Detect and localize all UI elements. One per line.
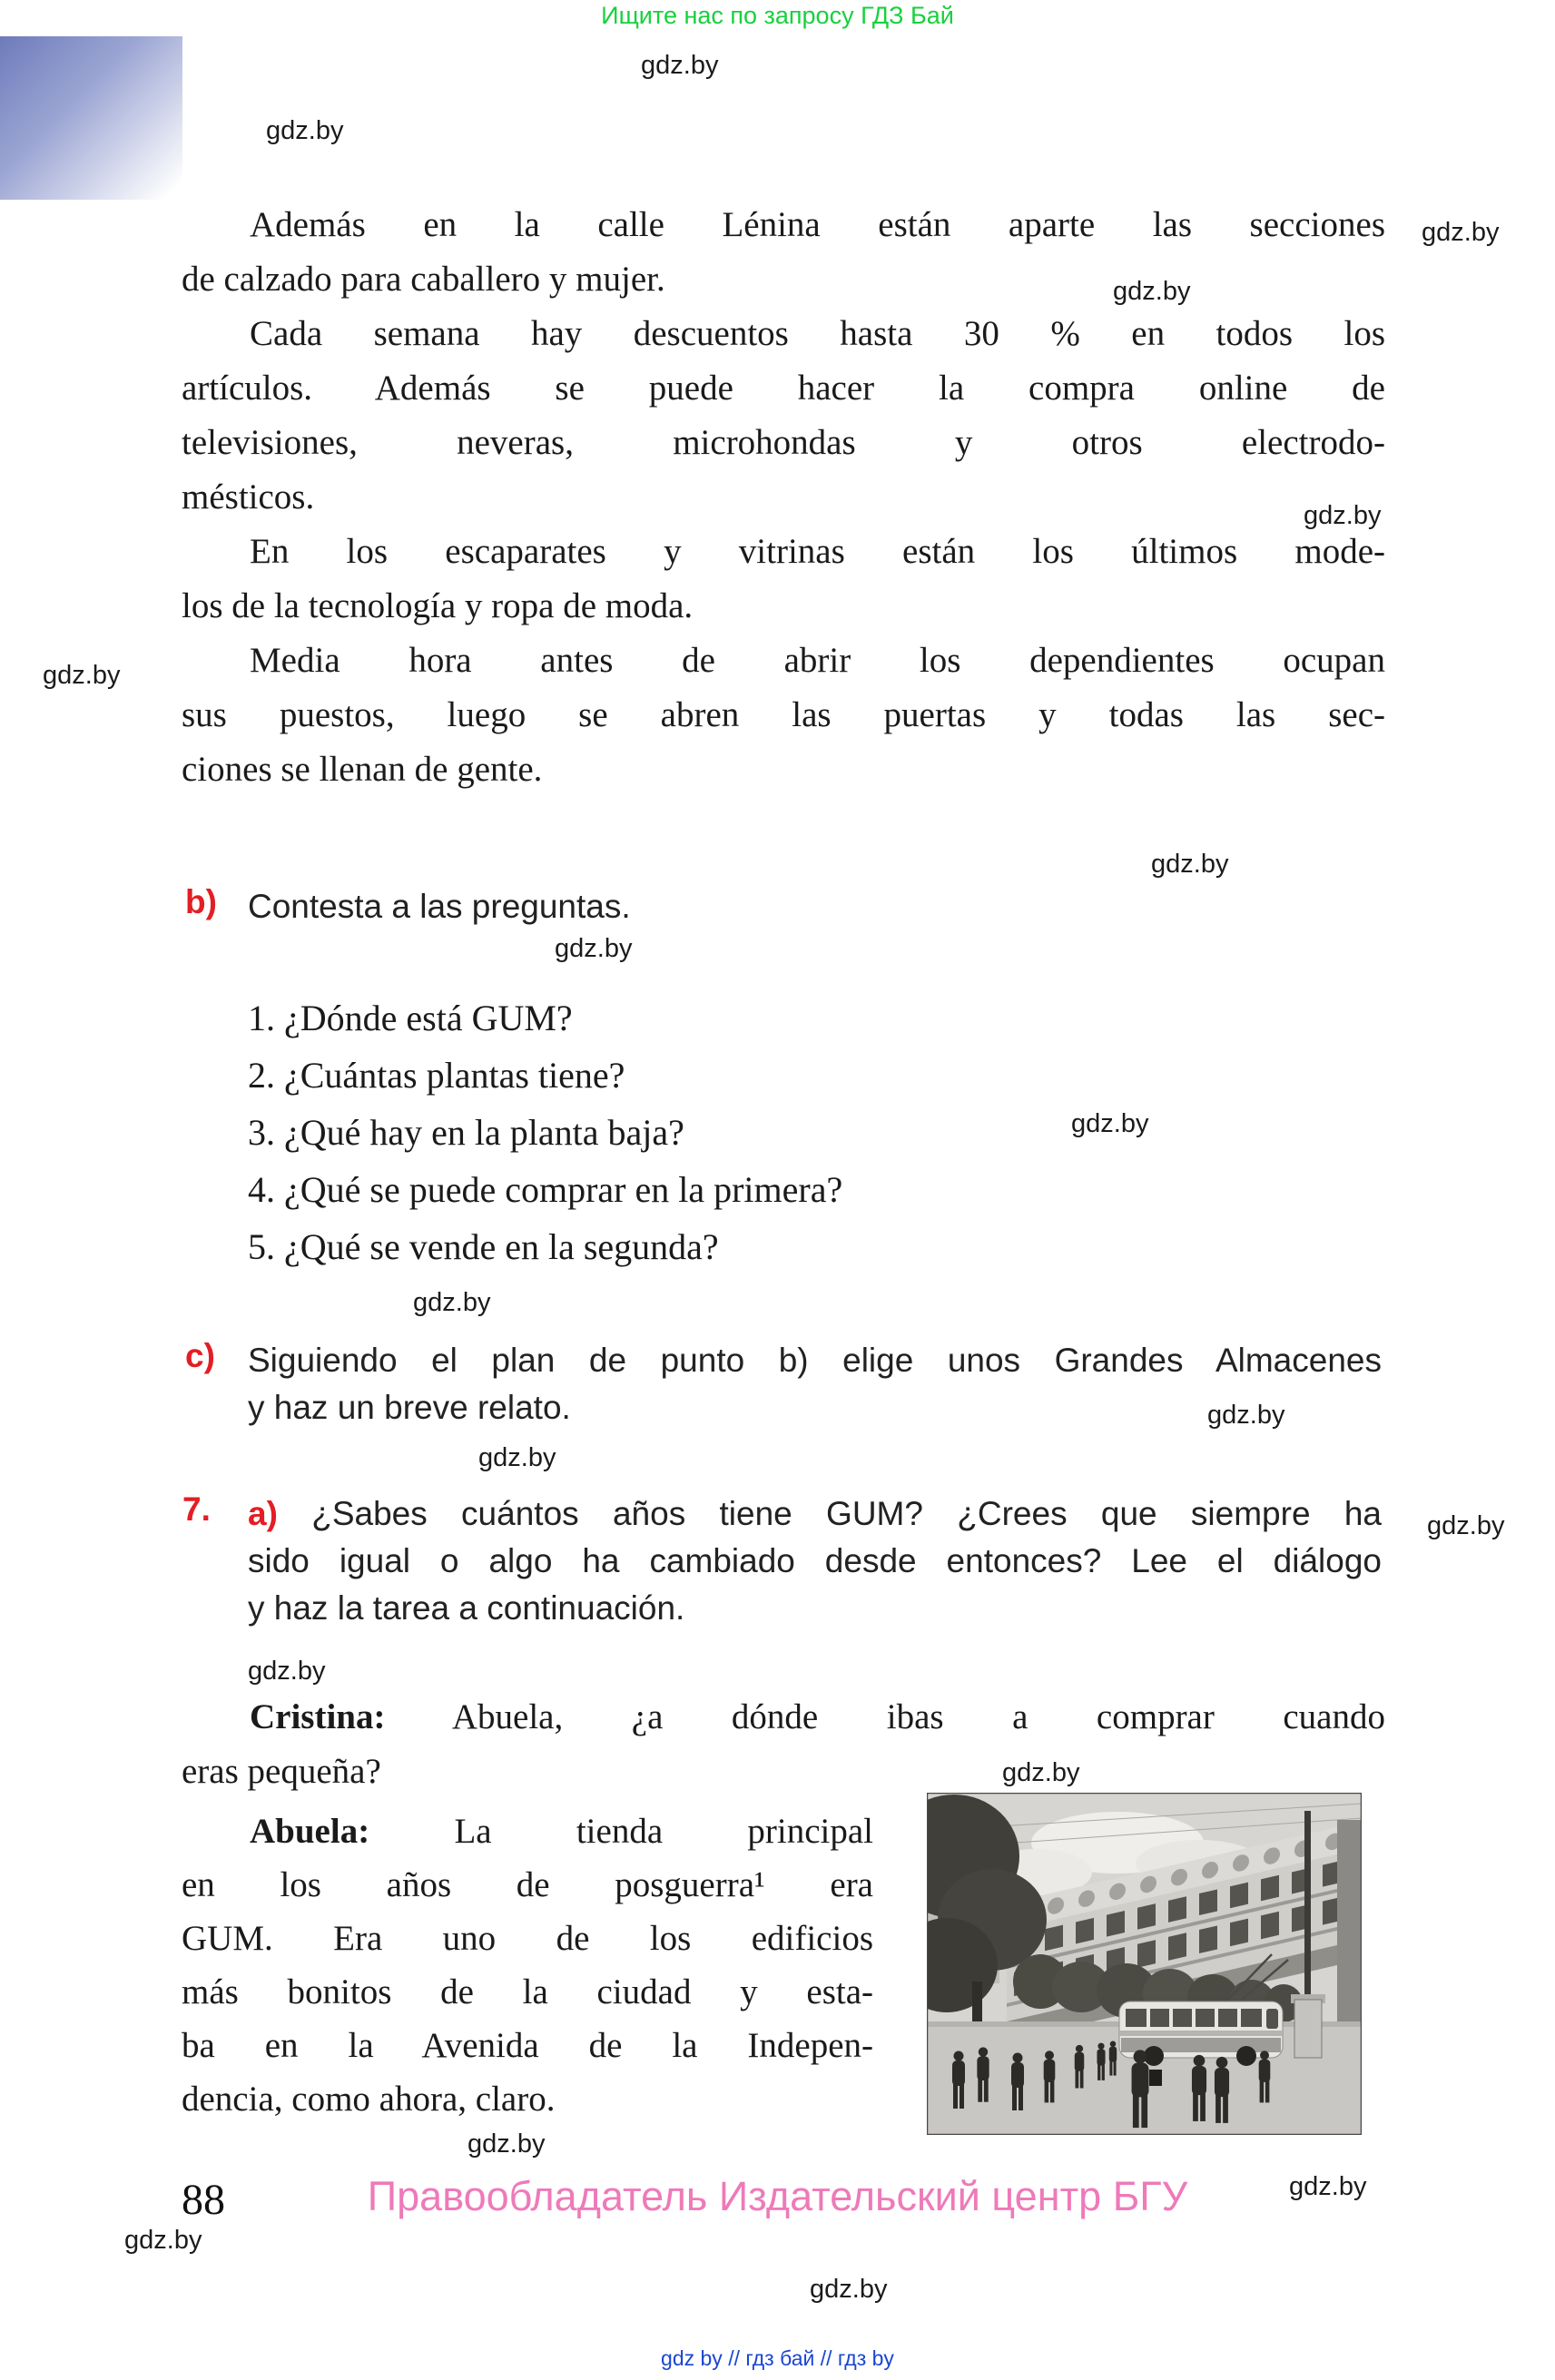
dialog-abuela <box>182 1805 873 2126</box>
text-line: eras pequeña? <box>182 1752 381 1791</box>
text-line: GUM. Era uno de los edificios <box>182 1919 873 1958</box>
text-line: artículos. Además se puede hacer la compra online de <box>182 369 1385 408</box>
text-line: Media hora antes de abrir los dependientes ocupan <box>250 641 1385 680</box>
text-line: En los escaparates y vitrinas están los últimos mode- <box>250 532 1385 571</box>
watermark: gdz.by <box>1113 277 1191 306</box>
footer-links[interactable]: gdz by // гдз бай // гдз by <box>661 2346 894 2370</box>
text-line: televisiones, neveras, microhondas y otros electrodo- <box>182 423 1385 462</box>
question-item: 3. ¿Qué hay en la planta baja? <box>248 1112 684 1153</box>
watermark: gdz.by <box>124 2226 202 2255</box>
text-line: Contesta a las preguntas. <box>248 888 631 925</box>
text-line: Cristina: Abuela, ¿a dónde ibas a comprar cuando <box>250 1697 1385 1736</box>
watermark: gdz.by <box>1207 1401 1285 1430</box>
question-item: 5. ¿Qué se vende en la segunda? <box>248 1226 719 1267</box>
watermark: gdz.by <box>1304 501 1382 530</box>
watermark: gdz.by <box>467 2129 546 2159</box>
task-7a-text <box>248 1490 1382 1632</box>
text-line: ba en la Avenida de la Indepen- <box>182 2026 873 2065</box>
text-line: en los años de posguerra¹ era <box>182 1865 873 1904</box>
question-list <box>248 989 1246 1275</box>
reading-text <box>182 198 1385 797</box>
question-item: 1. ¿Dónde está GUM? <box>248 998 573 1038</box>
text-line: dencia, como ahora, claro. <box>182 2080 556 2119</box>
text-line: Cada semana hay descuentos hasta 30 % en todos los <box>250 314 1385 353</box>
watermark: gdz.by <box>266 116 344 145</box>
question-item: 4. ¿Qué se puede comprar en la primera? <box>248 1169 843 1210</box>
text-line: ciones se llenan de gente. <box>182 750 543 789</box>
watermark: gdz.by <box>1289 2172 1367 2201</box>
promo-banner: Ищите нас по запросу ГДЗ Бай <box>601 2 954 29</box>
gum-photo-illustration <box>927 1793 1362 2135</box>
task-7-number: 7. <box>182 1490 211 1528</box>
copyright-line: Правообладатель Издательский центр БГУ <box>367 2173 1188 2219</box>
text-line: a) ¿Sabes cuántos años tiene GUM? ¿Crees que siempre ha <box>248 1495 1382 1532</box>
text-line: sido igual o algo ha cambiado desde entonces? Lee el diálogo <box>248 1542 1382 1579</box>
watermark: gdz.by <box>641 51 719 80</box>
task-b <box>185 883 1382 930</box>
text-line: los de la tecnología y ropa de moda. <box>182 586 694 625</box>
question-item: 2. ¿Cuántas plantas tiene? <box>248 1055 625 1096</box>
watermark: gdz.by <box>413 1288 491 1317</box>
watermark: gdz.by <box>810 2275 888 2304</box>
gum-building-photo <box>927 1793 1362 2135</box>
text-line: Abuela: La tienda principal <box>250 1812 874 1851</box>
task-c <box>185 1337 1382 1431</box>
text-line: sus puestos, luego se abren las puertas y todas las sec- <box>182 695 1385 734</box>
text-line: y haz un breve relato. <box>248 1389 571 1426</box>
watermark: gdz.by <box>1427 1511 1505 1540</box>
watermark: gdz.by <box>1002 1758 1080 1787</box>
text-line: de calzado para caballero y mujer. <box>182 260 665 299</box>
task-c-marker: c) <box>185 1337 215 1374</box>
text-line: Siguiendo el plan de punto b) elige unos Grandes Almacenes <box>248 1342 1382 1379</box>
watermark: gdz.by <box>1151 850 1229 879</box>
task-b-marker: b) <box>185 883 217 920</box>
task-c-text <box>248 1337 1382 1431</box>
watermark: gdz.by <box>555 934 633 963</box>
watermark: gdz.by <box>478 1443 556 1472</box>
task-7a <box>182 1490 1382 1632</box>
corner-gradient-decoration <box>0 36 182 200</box>
text-line: y haz la tarea a continuación. <box>248 1589 685 1627</box>
watermark: gdz.by <box>43 661 121 690</box>
watermark: gdz.by <box>1422 218 1500 247</box>
text-line: más bonitos de la ciudad y esta- <box>182 1972 873 2011</box>
text-line: Además en la calle Lénina están aparte las secciones <box>250 205 1385 244</box>
text-line: mésticos. <box>182 477 315 516</box>
watermark: gdz.by <box>1071 1109 1149 1138</box>
watermark: gdz.by <box>248 1657 326 1686</box>
page-number: 88 <box>182 2176 225 2224</box>
dialog-cristina <box>182 1690 1385 1799</box>
task-b-text <box>248 883 1382 930</box>
